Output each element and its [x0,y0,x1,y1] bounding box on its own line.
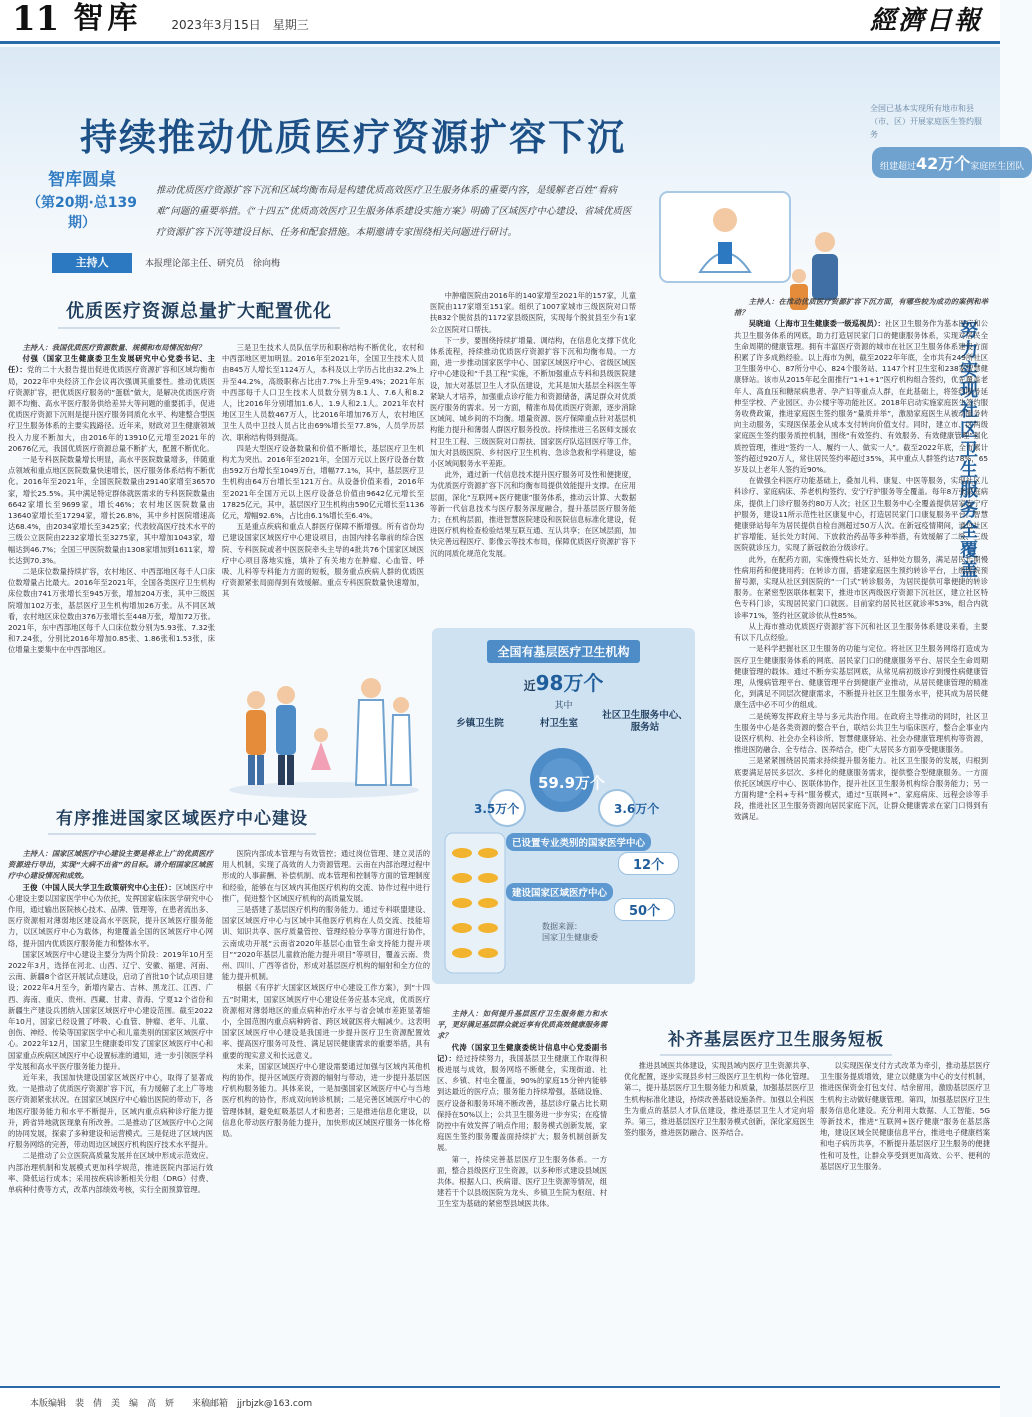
metric-label: 建设国家区域医疗中心 [506,883,613,901]
paragraph: 近年来，我国加快建设国家区域医疗中心，取得了显著成效。一是推动了优质医疗资源扩容下沉，有力缓解了北上广等地医疗资源紧张状况。在国家区域医疗中心输出医院的带动下，各地医疗服务能力和水平不断提升，区域内重点病种诊疗能力提升，跨省异地就医现象有所改善。二是推动了区域医疗中心之间的协同发展，探索了多种建设和运营模式。三是促进了区域内医疗服务网络的完善，带动周边区域医疗机构医疗技术水平提升。 [8,1073,213,1150]
article-column-8 [624,1060,814,1383]
page-headline: 持续推动优质医疗资源扩容下沉 [80,115,626,159]
paragraph: 此外，通过新一代信息技术提升医疗服务可及性和便捷度，为优质医疗资源扩容下沉和均衡布局提供效能提升支撑。在应用层面，深化“互联网+医疗健康”服务体系，推动云计算、大数据等新一代信息技术与医疗服务深度融合，提升基层医疗服务能力；在机构层面，推进智慧医院建设和医院信息标准化建设，促进医疗机构检查检验结果互联互通、互认共享；在区域层面，加快完善远程医疗、影像云等技术布局，保障优质医疗资源扩容下沉的同质化规范化发展。 [430,470,636,558]
article-column-6 [222,848,430,1383]
section-title-d: 努力实现社区卫生服务全覆盖 [957,320,978,580]
infographic [432,628,695,984]
paragraph: 五是重点疾病和重点人群医疗保障不断增强。所有省份均已建设国家区域医疗中心建设项目，由国内排名靠前的综合医院、专科医院或者中医医院牵头主导的4批共76个国家区域医疗中心项目落地实施，填补了有关地方在肿瘤、心血管、呼吸、儿科等专科能力方面的短板，服务重点疾病人群的优质医疗资源紧张局面得到有效缓解。重点专科医院数量快速增加，其 [222,522,424,599]
paragraph: 国家区域医疗中心建设主要分为两个阶段：2019年10月至2022年3月，选择在河北、山西、辽宁、安徽、福建、河南、云南、新疆8个省区开展试点建设，启动了首批10个试点项目建设；2022年4月至今，新增内蒙古、吉林、黑龙江、江西、广西、海南、重庆、贵州、西藏、甘肃、青海、宁夏12个省份和新疆生产建设兵团纳入国家区域医疗中心建设范围。截至2022年10月，国家已经设置了呼吸、心血管、肿瘤、老年、儿童、创伤、神经、传染等国家医学中心和儿童类别的国家区域医疗中心。2022年12月，国家卫生健康委印发了国家区域医疗中心和国家重点疾病区域医疗中心设置标准的通知，进一步引领医学科学发展和高水平医疗服务能力提升。 [8,949,213,1071]
article-column-9 [820,1060,990,1383]
paragraph: 区域医疗中心建设主要以国家医学中心为依托，发挥国家临床医学研究中心作用，通过输出医院核心技术、品牌、管理等，在患者流出多、医疗资源相对薄弱地区建设高水平医院，提升区域医疗服务能力，以区域医疗中心为载体，构建覆盖全国的区域医疗中心网络，提升国内优质医疗服务能力和整体水平。 [8,882,213,948]
host-label: 主持人 [52,253,132,273]
paragraph: 二是统筹发挥政府主导与多元共治作用。在政府主导推动的同时，社区卫生服务中心是各类资源的整合平台，联结公共卫生与临床医疗，整合企事业内设医疗机构、社会办全科诊所、智慧健康驿站、社会办健康管理机构等资源，推进医防融合、全专结合、医养结合，使广大居民多方面享受健康服务。 [734,711,988,755]
host-question: 主持人：国家区域医疗中心建设主要是将北上广的优质医疗资源进行导出，实现“大病不出省”的目标。请介绍国家区域医疗中心建设情况和成效。 [8,849,213,881]
infographic-total [432,667,695,696]
infographic-title: 全国有基层医疗卫生机构 [487,640,639,663]
speaker-name: 代涛（国家卫生健康委统计信息中心党委副书记）： [437,1042,607,1063]
paragraph: 三是搭建了基层医疗机构的服务能力。通过专科联盟建设、国家区域医疗中心与区域中其他医疗机构在人员交流、技能培训、知识共享、医疗质量管控、管理经验分享等方面进行协作，云南成功开展“云南省2020年基层心血管生命支持能力提升项目”“2020年基层儿童救治能力提升项目”等项目，覆盖云南、贵州、四川、广西等省份，形成对基层医疗机构的辐射和全方位的能力提升机制。 [222,905,430,982]
column-name: 智库圆桌 [48,170,116,190]
total-value: 98万个 [535,671,604,695]
page-number: 11 [12,0,60,39]
paragraph: 此外，在配药方面，实施慢性病长处方、延伸处方服务，满足居民长期慢性病用药和便捷用药；在转诊方面，搭建家庭医生预约转诊平台，上级医院预留号源，实现从社区到医院的“一门式”转诊服务，为居民提供可靠便捷的转诊服务。在紧密型医联体框架下，推进市区两级医疗资源下沉社区，建立社区特色专科门诊，实现居民家门口就医。目前家约居民社区就诊率53%，组合内就诊率71%，签约社区就诊依从性85%。 [734,554,988,620]
side-stat-suffix: 家庭医生团队 [970,162,1025,172]
side-stat-value: 42万个 [916,154,971,173]
page-footer [0,1386,1000,1417]
value-village: 59.9万个 [538,774,606,792]
metric-value: 50个 [614,898,675,921]
side-note: 全国已基本实现所有地市和县（市、区）开展家庭医生签约服务 [870,104,982,139]
speaker-name: 吴晓迪（上海市卫生健康委一级巡视员）： [748,319,885,329]
paragraph: 推进县域医共体建设，实现县域内医疗卫生资源共享、优化配置，逐步实现县乡村三级医疗卫生机构一体化管理。第二，提升基层医疗卫生服务能力和质量，加强基层医疗卫生机构标准化建设，持续改善基础设施条件。加强以全科医生为重点的基层人才队伍建设，推进基层卫生人才定向培养。第三，推进基层医疗卫生服务模式创新，深化家庭医生签约服务，推进医防融合、医养结合。 [624,1061,814,1138]
value-community: 3.6万个 [614,802,660,816]
paragraph: 一是科学把握社区卫生服务的功能与定位。将社区卫生服务网络打造成为医疗卫生健康服务体系的网底、居民家门口的健康服务平台、居民全生命周期健康管理的载体。通过不断夯实基层网底，从常见病初级诊疗到慢性病健康管理，从慢病管理平台、健康管理平台到健康产业推动，从居民健康管理的精准化，到满足不同层次健康需求，不断提升社区卫生服务水平，使其成为居民健康生活中必不可少的组成。 [734,644,988,710]
host-question: 主持人：如何提升基层医疗卫生服务能力和水平，更好满足基层群众就近享有优质高效健康服务需求？ [437,1009,607,1041]
intro-paragraph: 推动优质医疗资源扩容下沉和区域均衡布局是构建优质高效医疗卫生服务体系的重要内容，是缓解老百姓“看病难”问题的重要举措。《“十四五”优质高效医疗卫生服务体系建设实施方案》明确了区域医疗中心建设、省域优质医疗资源扩容下沉等建设目标、任务和配套措施。本期邀请专家围绕相关问题进行研讨。 [156,185,632,238]
speaker-name: 王俊（中国人民大学卫生政策研究中心主任）： [22,882,176,892]
side-stat [872,147,1032,178]
section-title-b: 有序推进国家区域医疗中心建设 [56,804,308,829]
article-column-4 [734,296,988,921]
paragraph: 中肿瘤医院由2016年的140家增至2021年的157家，儿童医院由117家增至151家。组织了1007家城市三级医院对口帮扶832个脱贫县的1172家县级医院，实现每个脱贫县至少有1家公立医院对口帮扶。 [430,291,636,334]
paragraph: 从上海市推动优质医疗资源扩容下沉和社区卫生服务体系建设来看，主要有以下几点经验。 [734,621,988,643]
data-source-label: 数据来源： [542,922,582,931]
paragraph: 三是紧紧围绕居民需求持续提升服务能力。社区卫生服务的发展，归根到底要满足居民多层次、多样化的健康服务需求，提供整合型健康服务。一方面依托区域医疗中心、医联体协作，提升社区卫生服务机构综合服务能力；另一方面构建“全科+专科”服务模式，通过“互联网+”、家庭病床、远程会诊等手段，推进社区卫生服务资源向居民家庭下沉，让群众健康需求在家门口得到有效满足。 [734,756,988,822]
masthead [0,0,1000,44]
paragraph: 根据《有序扩大国家区域医疗中心建设工作方案》，到“十四五”时期末，国家区域医疗中心建设任务应基本完成，优质医疗资源相对薄弱地区的重点病种治疗水平与省会城市差距显著缩小，全国范围内重点病种跨省、跨区域就医将大幅减少。这表明国家区域医疗中心建设是我国进一步提升医疗卫生资源配置效率、提高医疗服务可及性、满足居民健康需求的重要举措，具有重要的现实意义和长远意义。 [222,983,430,1060]
paragraph: 社区卫生服务作为基本医疗和公共卫生服务体系的网底，助力打造居民家门口的健康服务体系，实现对居民全生命周期的健康管理。拥有丰富医疗资源的城市在社区卫生服务体系建设方面积累了许多成熟经验。以上海市为例，截至2022年年底，全市共有249所社区卫生服务中心、87所分中心、824个服务站、1147个村卫生室和238家智慧健康驿站。该市从2015年起全面推行“1+1+1”医疗机构组合签约，优先覆盖老年人、高血压和糖尿病患者、孕产妇等重点人群，在此基础上，将签约服务延伸至学校、产业园区、办公楼宇等功能社区。2018年启动实施家庭医生签约服务收费政策，推进家庭医生签约服务“量质并举”，激励家庭医生从被动服务转向主动服务，实现医保基金从成本支付转向价值支付。同时，建立市、区两级家庭医生签约服务质控机制，围绕“有效签约、有效服务、有效健康管理”强化质控管理，推进“签约一人、履约一人、做实一人”。截至2022年底，全市累计签约超过920万人，常住居民签约率超过35%，其中重点人群签约达78%，65岁及以上老年人签约近90%。 [734,319,988,475]
category-label: 社区卫生服务中心、服务站 [602,710,688,733]
article-column-1 [8,342,215,790]
category-label: 乡镇卫生院 [456,718,504,729]
speaker-name: 付强（国家卫生健康委卫生发展研究中心党委书记、主任）： [8,354,215,375]
category-label: 村卫生室 [539,718,578,729]
paragraph: 以实现医保支付方式改革为牵引，推动基层医疗卫生服务提质增效，建立以健康为中心的支付机制，推进医保资金打包支付、结余留用，激励基层医疗卫生机构主动做好健康管理。第四，加强基层医疗卫生服务信息化建设。充分利用大数据、人工智能、5G等新技术，推进“互联网+医疗健康”服务在基层落地，建设区域全民健康信息平台，推进电子健康档案和电子病历共享，不断提升基层医疗卫生服务的便捷性和可及性，让群众享受到更加高效、公平、便利的基层医疗卫生服务。 [820,1061,990,1171]
section-name: 智库 [73,1,142,36]
host-question: 主持人：我国优质医疗资源数量、规模和布局情况如何？ [22,343,206,352]
paragraph: 四是大型医疗设备数量和价值不断增长，基层医疗卫生机构尤为突出。2016年至2021年，全国万元以上医疗设备台数由592万台增长至1049万台，增幅77.1%，其中，基层医疗卫生机构由64万台增长至121万台。从设备价值来看，2016年至2021年全国万元以上医疗设备总价值由9642亿元增长至17825亿元，其中，基层医疗卫生机构由590亿元增长至1136亿元，增幅92.6%，占比由6.1%增长至6.4%。 [222,443,424,521]
section-title-a: 优质医疗资源总量扩大配置优化 [66,297,332,323]
newspaper-logo: 經濟日報 [869,6,982,36]
metric-value: 12个 [618,852,679,875]
article-column-2 [222,342,424,652]
article-column-7 [437,1008,607,1383]
issue-date: 2023年3月15日 星期三 [171,18,309,32]
article-column-3 [430,290,636,662]
infographic-sub: 其中 [554,701,573,711]
column-issue: （第20期·总139期） [26,195,138,231]
paragraph: 医院内部成本管理与有效管控；通过岗位管理、建立灵活的用人机制，实现了高效的人力资源管理。云南在内部治理过程中形成的人事薪酬、补偿机制、成本管理和控制等方面的管理制度和经验，能够在与区域内其他医疗机构的交流、协作过程中进行推广，促进整个区域医疗机构的高质量发展。 [222,849,430,903]
family-illustration [226,660,421,800]
paragraph: 经过持续努力，我国基层卫生健康工作取得积极进展与成效，服务网络不断健全，实现街道、社区、乡镇、村屯全覆盖，90%的家庭15分钟内能够到达最近的医疗点；服务能力持续增强，基础设施、医疗设备和服务环境不断改善，基层诊疗量占比长期保持在50%以上；公共卫生服务进一步夯实；在疫情防控中有效发挥了哨点作用；服务模式创新发展，家庭医生签约服务覆盖面持续扩大；服务机制创新发展。 [437,1053,608,1153]
infographic-header [432,640,695,711]
paragraph: 在做强全科医疗功能基础上，叠加儿科、康复、中医等服务，实现社区儿科诊疗、家庭病床、养老机构签约、安宁疗护服务等全覆盖。每年8万张家庭病床，提供上门诊疗服务约80万人次；社区卫生服务中心全覆盖提供居家安宁疗护服务，建设11所示范性社区康复中心，打造居民家门口康复服务平台。智慧健康驿站每年为居民提供自检自测超过50万人次。在新冠疫情期间，通过社区扩容增能、延长处方时间、下放救治药品等多种举措，有效缓解了二级、三级医院就诊压力，实现了新冠救治分级诊疗。 [734,476,988,553]
article-column-5 [8,848,213,1383]
value-township: 3.5万个 [474,802,520,816]
editor-credits: 本版编辑 裴 倩 美 编 高 妍 来稿邮箱 jjrbjzk@163.com [30,1399,313,1409]
column-tag [18,165,146,232]
paragraph: 二是床位数量持续扩容，农村地区、中西部地区每千人口床位数增量占比最大。2016年至2021年，全国各类医疗卫生机构床位数由741万张增长至945万张，增加204万张，其中三级医院增加102万张，基层医疗卫生机构增加26万张。从不同区域看，农村地区床位数由376万张增长至448万张，增加72万张。2021年，东中西部地区每千人口床位数分别为5.93张、7.32张和7.24张，分别比2016年增加0.85张、1.86张和1.53张，床位增量主要集中在中西部地区。 [8,567,215,655]
total-prefix: 近 [523,679,536,693]
section-title-c: 补齐基层医疗卫生服务短板 [668,1025,884,1050]
paragraph: 下一步，要围绕持续扩增量、调结构，在信息化支撑下优化体系流程，持续推动优质医疗资源扩容下沉和均衡布局。一方面，进一步推动国家医学中心、国家区域医疗中心、省级区域医疗中心建设和“千县工程”实施，不断加强重点专科和县级医院建设，加大对基层卫生人才队伍建设，尤其是加大基层全科医生等紧缺人才培养，加强重点诊疗能力和资源储备，满足群众对优质医疗服务的需求。另一方面，精准布局优质医疗资源，逐步消除区域间、城乡间的不均衡。增量资源、医疗保障重点针对基层机构能力提升和薄弱人群医疗服务投放。持续推进三名医师支援农村卫生工程、三级医院对口帮扶、国家医疗队巡回医疗等工作，加大对县级医院、乡村医疗卫生机构、急诊急救和学科建设，缩小区域间服务水平差距。 [430,335,636,469]
paragraph: 一是专科医院数量增长明显，高水平医院数量增多，伴随重点领域和重点地区医院数量快速增长，医疗服务体系结构不断优化。2016年至2021年，全国医院数量由29140家增至36570家，增长25.5%。其中满足特定群体就医需求的专科医院数量由6642家增长至9699家，增长46%；农村地区医院数量由13640家增长至17294家，增长26.8%，其中乡村医院增速高达68.4%，由2034家增长至3425家；代表较高医疗技术水平的三级公立医院由2232家增长至3275家，其中增加1043家，增幅达到46.7%；全国三甲医院数量由1308家增加到1611家，增长达到70.3%。 [8,455,215,565]
paragraph: 二是推动了公立医院高质量发展并在区域中形成示范效应。内部治理机制和发展模式更加科学规范，推进医院内部运行效率、降低运行成本；采用按疾病诊断相关分组（DRG）付费、单病种付费等方式，改革内部绩效考核，实行全面预算管理。 [8,1151,213,1195]
host-question: 主持人：在推动优质医疗资源扩容下沉方面，有哪些较为成功的案例和举措？ [734,297,988,318]
data-source [542,921,598,943]
data-source-name: 国家卫生健康委 [542,933,598,942]
side-stat-prefix: 组建超过 [880,162,917,172]
host-name: 本报理论部主任、研究员 徐向梅 [145,259,281,269]
pill-pack-illustration [440,828,510,978]
paragraph: 未来，国家区域医疗中心建设需要通过加强与区域内其他机构的协作，提升区域医疗资源的辐射与带动，进一步提升基层医疗机构服务能力。具体来说，一是加强国家区域医疗中心与当地医疗机构的协作，形成双向转诊机制；二是完善区域医疗中心的管理体制，避免虹吸基层人才和患者；三是推进信息化建设，以信息化带动医疗服务能力提升，加快形成区域医疗服务一体化格局。 [222,1061,430,1139]
paragraph: 三是卫生技术人员队伍学历和职称结构不断优化，农村和中西部地区更加明显。2016年至2021年，全国卫生技术人员由845万人增长至1124万人，本科及以上学历占比由32.2%上升至44.2%，高级职称占比由7.7%上升至9.4%；2021年东中西部每千人口卫生技术人员数分别为8.1人、7.6人和8.2人，比2016年分别增加1.6人、1.9人和2.1人。2021年农村地区卫生人员数467万人，比2016年增加76万人，农村地区卫生人员中卫技人员占比由69%增长至77.8%，人员学历层次、职称结构得到提高。 [222,343,424,442]
paragraph: 党的二十大报告提出促进优质医疗资源扩容和区域均衡布局，2022年中央经济工作会议再次强调其重要性。推动优质医疗资源扩容，把优质医疗服务的“蛋糕”做大，是解决优质医疗资源不均衡、高水平医疗服务供给差异大等问题的重要抓手，促进优质医疗资源下沉则是提升医疗服务同质化水平、构建整合型医疗卫生服务体系的主要实践路径。近年来，财政对卫生健康领域投入力度不断加大，由2016年的13910亿元增至2021年的20676亿元，我国优质医疗资源总量不断扩大，配置不断优化。 [8,365,215,453]
metric-label: 已设置专业类别的国家医学中心 [506,833,651,851]
paragraph: 第一，持续完善基层医疗卫生服务体系。一方面，整合县级医疗卫生资源，以多种形式建设县域医共体。根据人口、疾病谱、医疗卫生资源等情况，组建若干个以县级医院为龙头、乡镇卫生院为枢纽、村卫生室为基础的紧密型县域医共体。 [437,1154,607,1209]
